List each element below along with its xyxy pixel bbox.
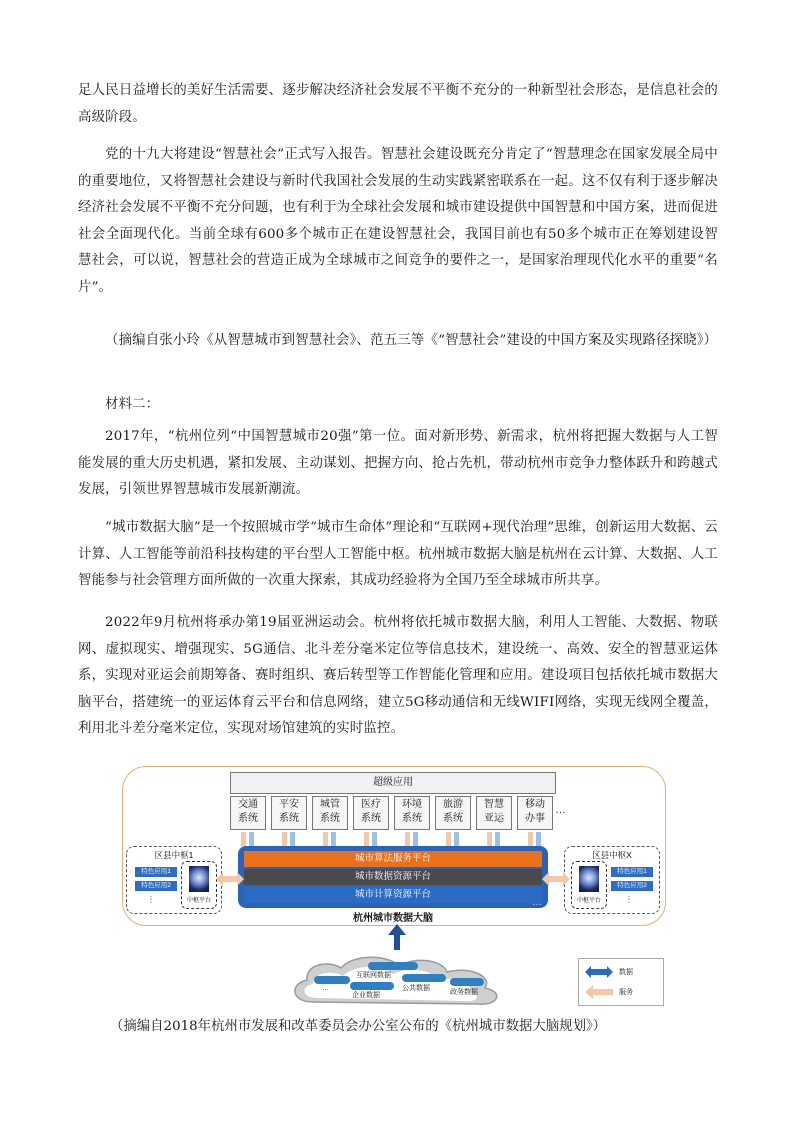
paragraph-2: 党的十九大将建设“智慧社会”正式写入报告。智慧社会建设既充分肯定了“智慧理念在国家发展全局中的重要地位，又将智慧社会建设与新时代我国社会发展的生动实践紧密联系在一起。这不仅有利于逐步解决经济社会发展不平衡不充分问题，也有利于为全球社会发展和城市建设提供中国智慧和中国方案，进而促进社会全面现代化。当前全球有600多个城市正在建设智慧社会，我国目前也有50多个城市正在筹划建设智慧社会，可以说，智慧社会的营造正成为全球城市之间竞争的要件之一，是国家治理现代化水平的重要“名片”。: [78, 147, 718, 295]
material-two-heading: 材料二：: [105, 397, 160, 412]
hub-platform: 中枢平台: [181, 861, 217, 909]
hub-platform: 中枢平台: [571, 861, 607, 909]
feature-more: ⋮: [625, 895, 633, 904]
legend-data-label: 数据: [619, 969, 633, 976]
flow-arrows: [323, 832, 337, 846]
flow-arrows: [241, 832, 255, 846]
paragraph-1: 足人民日益增长的美好生活需要、逐步解决经济社会发展不平衡不充分的一种新型社会形态，是信息社会的高级阶段。: [78, 83, 718, 125]
flow-arrows: [446, 832, 460, 846]
system-box-urban-management: 城管 系统: [312, 796, 348, 830]
legend: [578, 958, 664, 1006]
paragraph-5: 2022年9月杭州将承办第19届亚洲运动会。杭州将依托城市数据大脑，利用人工智能、大数据、物联网、虚拟现实、增强现实、5G通信、北斗差分毫米定位等信息技术，建设统一、高效、安全的智慧亚运体系，实现对亚运会前期筹备、赛时组织、赛后转型等工作智能化管理和应用。建设项目包括依托城市数据大脑平台，搭建统一的亚运体育云平台和信息网络，建立5G移动通信和无线WIFI网络，实现无线网全覆盖，利用北斗差分毫米定位，实现对场馆建筑的实时监控。: [78, 615, 718, 736]
city-data-brain-diagram: 超级应用 交通 系统 平安 系统 城管 系统 医疗 系统 环境 系统 旅游 系统 智慧 亚运 移动 办事 … 城市算法服务平台 城市数据资源平台 城市计算资源平台 … 杭州城市数据大脑 区县中枢1 特色应用1 特色应用2 ⋮ 中枢平台 区县中枢X 中枢平台 特色应用1 特色应用2 ⋮ 互联网数据 … 企业数据 公共数据 政务数据 数据 服务: [118, 766, 668, 1010]
government-data: [450, 978, 484, 986]
system-box-medical: 医疗 系统: [353, 796, 389, 830]
feature-more: ⋮: [147, 895, 155, 904]
super-app-bar: 超级应用: [230, 772, 556, 794]
feature-app-1: 特色应用1: [611, 867, 653, 877]
internet-data: [368, 962, 418, 970]
core-platform-stack: [238, 846, 548, 908]
data-arrow-icon: [585, 965, 613, 979]
layers-more: …: [532, 897, 542, 908]
flow-arrows: [528, 832, 542, 846]
compute-resource-layer: 城市计算资源平台: [244, 887, 542, 903]
public-data: [402, 974, 446, 982]
district-hub-right: [564, 846, 660, 914]
system-box-traffic: 交通 系统: [230, 796, 266, 830]
flow-arrows: [487, 832, 501, 846]
system-box-mobile-services: 移动 办事: [517, 796, 553, 830]
feature-app-1: 特色应用1: [135, 867, 177, 877]
feature-app-2: 特色应用2: [135, 881, 177, 891]
data-resource-layer: 城市数据资源平台: [244, 869, 542, 885]
algorithm-service-layer: 城市算法服务平台: [244, 851, 542, 867]
diagram-caption: （摘编自2018年杭州市发展和改革委员会办公室公布的《杭州城市数据大脑规划》）: [110, 1019, 607, 1034]
system-box-environment: 环境 系统: [394, 796, 430, 830]
systems-more: …: [555, 804, 566, 816]
hub-title: 区县中枢1: [154, 850, 194, 860]
brain-image-icon: [189, 866, 209, 892]
enterprise-data: [350, 982, 394, 990]
hub-title: 区县中枢X: [592, 850, 632, 860]
system-box-tourism: 旅游 系统: [435, 796, 471, 830]
core-title: 杭州城市数据大脑: [353, 913, 433, 924]
district-hub-left: [126, 846, 222, 914]
legend-service-label: 服务: [619, 989, 633, 996]
flow-arrows: [282, 832, 296, 846]
feature-app-2: 特色应用2: [611, 881, 653, 891]
system-box-safety: 平安 系统: [271, 796, 307, 830]
source-note-1: （摘编自张小玲《从智慧城市到智慧社会》、范五三等《“智慧社会”建设的中国方案及实现路径探晓》）: [105, 333, 718, 348]
paragraph-4: “城市数据大脑”是一个按照城市学“城市生命体”理论和“互联网+现代治理”思维，创新运用大数据、云计算、人工智能等前沿科技构建的平台型人工智能中枢。杭州城市数据大脑是杭州在云计算、大数据、人工智能参与社会管理方面所做的一次重大探索，其成功经验将为全国乃至全球城市所共享。: [78, 520, 718, 588]
system-box-smart-asian-games: 智慧 亚运: [476, 796, 512, 830]
paragraph-3: 2017年，“杭州位列“中国智慧城市20强”第一位。面对新形势、新需求，杭州将把握大数据与人工智能发展的重大历史机遇，紧扣发展、主动谋划、把握方向、抢占先机，带动杭州市竞争力整体跃升和跨越式发展，引领世界智慧城市发展新潮流。: [78, 429, 718, 497]
other-data: [314, 976, 350, 984]
flow-arrows: [405, 832, 419, 846]
bidirectional-arrow-icon: [216, 870, 244, 888]
flow-arrows: [364, 832, 378, 846]
service-arrow-icon: [585, 985, 613, 999]
brain-image-icon: [579, 866, 599, 892]
bidirectional-arrow-icon: [542, 870, 570, 888]
up-arrow-icon: [388, 924, 406, 950]
